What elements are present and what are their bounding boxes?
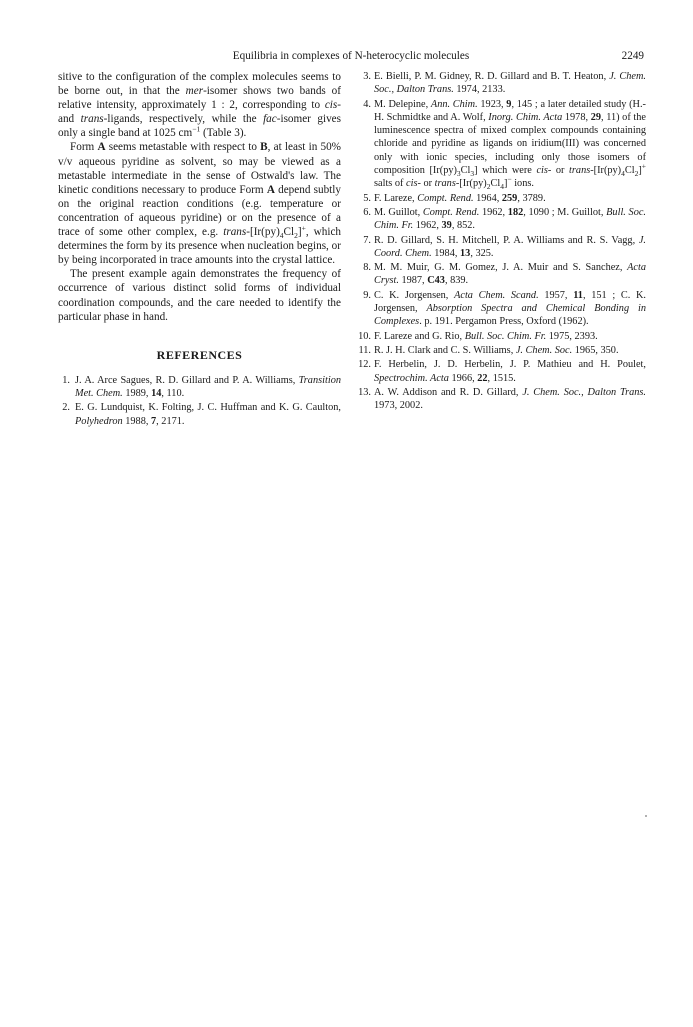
reference-number: 8. [363, 262, 371, 274]
reference-number: 1. [62, 374, 70, 386]
references-heading: REFERENCES [156, 347, 243, 362]
reference-item: 8. M. M. Muir, G. M. Gomez, J. A. Muir and S. Sanchez, Acta Cryst. 1987, C43, 839. [358, 261, 646, 288]
reference-number: 10. [358, 330, 371, 342]
reference-number: 13. [358, 386, 371, 398]
reference-item: 7. R. D. Gillard, S. H. Mitchell, P. A. Williams and R. S. Vagg, J. Coord. Chem. 1984, 13, 325. [358, 234, 646, 261]
reference-number: 7. [363, 234, 371, 246]
reference-list-right [358, 70, 646, 412]
running-title: Equilibria in complexes of N-heterocyclic molecules [232, 50, 470, 62]
right-column [358, 70, 646, 413]
reference-item: 4. M. Delepine, Ann. Chim. 1923, 9, 145 ; a later detailed study (H.-H. Schmidtke and A. Wolf, Inorg. Chim. Acta 1978, 29, 11) of the luminescence spectra of mixed complex compounds containing chloride and pyridine as ligands on iridium(III) was concerned only with ionic species, including only those isomers of composition $[Ir(py)_3Cl_3]$ which were cis- or trans-$[Ir(py)_4Cl_2]^+$ salts of cis- or trans-$[Ir(py)_2Cl_4]^-$ ions. [358, 98, 646, 191]
scan-speck [645, 815, 647, 817]
reference-number: 11. [358, 344, 371, 356]
reference-item: 9. C. K. Jorgensen, Acta Chem. Scand. 1957, 11, 151 ; C. K. Jorgensen, Absorption Spectra and Chemical Bonding in Complexes. p. 191. Pergamon Press, Oxford (1962). [358, 289, 646, 329]
page-header [58, 50, 644, 66]
reference-number: 12. [358, 359, 371, 371]
reference-item: 1. J. A. Arce Sagues, R. D. Gillard and P. A. Williams, Transition Met. Chem. 1989, 14, 110. [58, 374, 341, 401]
reference-item: 6. M. Guillot, Compt. Rend. 1962, 182, 1090 ; M. Guillot, Bull. Soc. Chim. Fr. 1962, 39, 852. [358, 206, 646, 233]
reference-item: 5. F. Lareze, Compt. Rend. 1964, 259, 3789. [358, 192, 646, 205]
reference-number: 9. [363, 289, 371, 301]
body-paragraph-2: Form A seems metastable with respect to B, at least in 50% v/v aqueous pyridine as solvent, so may be viewed as a metastable intermediate in the sense of Ostwald's law. The kinetic conditions necessary to produce Form A depend subtly on the original reaction conditions (e.g. temperature or concentration of aqueous pyridine) or on the presence of a trace of some other complex, e.g. trans-$[Ir(py)_4Cl_2]^+$, which determines the form by its presence when nucleation begins, or by being incorporated in trace amounts into the crystal lattice. [58, 141, 341, 267]
body-paragraph-3: The present example again demonstrates the frequency of occurrence of various distinct solid forms of individual coordination compounds, and the care needed to identify the particular phase in hand. [58, 268, 341, 323]
reference-item: 11. R. J. H. Clark and C. S. Williams, J. Chem. Soc. 1965, 350. [358, 344, 619, 356]
reference-item: 12. F. Herbelin, J. D. Herbelin, J. P. Mathieu and H. Poulet, Spectrochim. Acta 1966, 22, 1515. [358, 359, 646, 384]
reference-number: 5. [363, 192, 371, 204]
reference-item: 3. E. Bielli, P. M. Gidney, R. D. Gillard and B. T. Heaton, J. Chem. Soc., Dalton Trans. 1974, 2133. [358, 70, 646, 97]
reference-item: 10. F. Lareze and G. Rio, Bull. Soc. Chim. Fr. 1975, 2393. [358, 330, 598, 342]
reference-number: 2. [62, 402, 70, 414]
reference-item: 2. E. G. Lundquist, K. Folting, J. C. Huffman and K. G. Caulton, Polyhedron 1988, 7, 2171. [58, 401, 341, 428]
body-paragraph-1: sitive to the configuration of the complex molecules seems to be borne out, in that the mer-isomer shows two bands of relative intensity, approximately 1 : 2, corresponding to cis- and trans-ligands, respectively, while the fac-isomer gives only a single band at 1025 $cm^{-1}$ (Table 3). [58, 71, 342, 140]
reference-item: 13. A. W. Addison and R. D. Gillard, J. Chem. Soc., Dalton Trans. 1973, 2002. [358, 386, 646, 412]
reference-list-left [58, 374, 341, 428]
page-number: 2249 [621, 50, 644, 62]
reference-number: 3. [363, 71, 371, 82]
reference-number: 6. [363, 206, 371, 218]
left-column [58, 70, 341, 429]
reference-number: 4. [363, 98, 371, 110]
